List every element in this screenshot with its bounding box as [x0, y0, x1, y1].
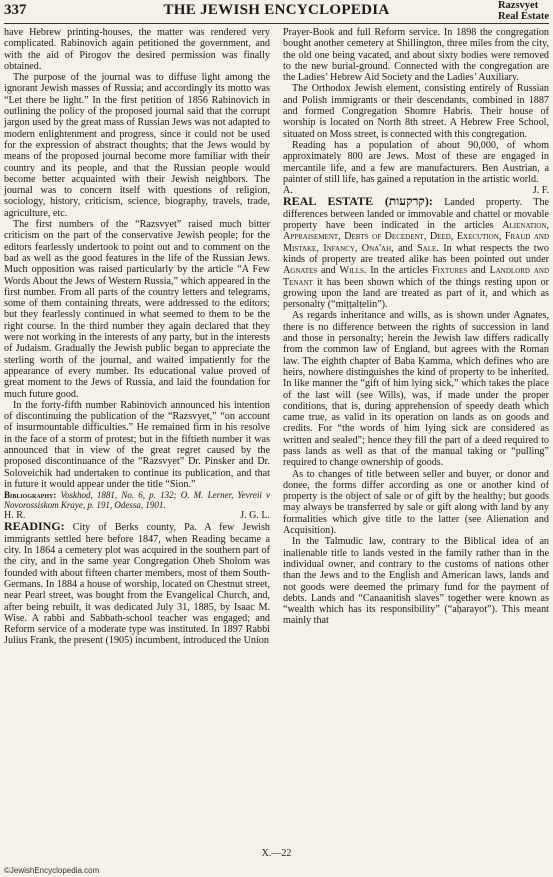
- signature-initials-right: J. G. L.: [240, 510, 270, 522]
- bibliography-text: Voskhod, 1881, No. 6, p. 132; O. M. Lerner, Yevreii v Novorossiskom Kraye, p. 191, Odessa, 1901.: [4, 490, 270, 511]
- entry-text: it has been shown which of the things resting upon or growing upon the land are treated as part of it, and which as personalty (“miṭṭalṭelin”).: [283, 276, 549, 311]
- paragraph: The Orthodox Jewish element, consisting entirely of Russian and Polish immigrants or their descendants, combined in 1887 and formed Congregation Shomre Habris. Their house of worship is located on North 8th street. A Hebrew Free School, situated on Moss street, is connected with this congregation.: [283, 83, 549, 140]
- paragraph: Reading has a population of about 90,000, of whom approximately 800 are Jews. Most of these are engaged in mercantile life, and a few are manufacturers. Ben Austrian, a painter of still life, has gained a reputation in the artistic world.: [283, 139, 549, 185]
- header-rule: [4, 23, 549, 24]
- entry-heading: READING:: [4, 519, 65, 534]
- signature-mark: X.—22: [261, 848, 292, 859]
- cross-reference-link[interactable]: Fixtures: [431, 265, 468, 277]
- page-number: 337: [4, 2, 27, 18]
- cross-reference-link[interactable]: Landlord and Tenant: [283, 265, 550, 288]
- signature-initials-left: A.: [283, 185, 293, 197]
- entry-text: Landed property. The differences between landed or immovable and chattel or movable property have been indicated in the articles: [283, 197, 549, 232]
- cross-reference-link[interactable]: Sale: [417, 242, 437, 254]
- paragraph: In the Talmudic law, contrary to the Biblical idea of an inalienable title to lands vested in the family rather than in the individual owner, and contrary to the customs of nations other than the Jews and to the English and American laws, lands and not goods were deemed the primary fund for the payment of debts. Lands and “Canaanitish slaves” together were known as “wealth which has its responsibility” (“aḥarayot”). This meant mainly that: [283, 536, 549, 627]
- left-column: [4, 27, 270, 647]
- entry-text: . In the articles: [363, 265, 432, 277]
- paragraph: As regards inheritance and wills, as is shown under Agnates, there is no difference between the rights of succession in land and those in personalty; herein the Jewish law differs radically from the common law of England, but agrees with the Roman law. The eighth chapter of Baba Ḳamma, which defines who are heirs, nowhere distinguishes the kind of property to be inherited. In like manner the “gift of him lying sick,” which takes the place of the last will (see Wills), was, if made under the proper conditions, that is, during apprehension of speedy death which came true, as valid in its operation on lands as on goods and credits. For “the words of him lying sick are considered as written and sealed”; hence they fill the part of a deed required to pass lands as well as that of the manual taking or “pulling” required to change ownership of goods.: [283, 310, 549, 469]
- paragraph: The purpose of the journal was to diffuse light among the ignorant Jewish masses of Russia; and accordingly its motto was “Let there be light.” In the first petition of 1856 Rabinovich in outlining the policy of the proposed journal said that the corrupt jargon used by the great mass of Russian Jews was not adapted to modern enlightenment and progress, since it could not be used for the expression of abstract thoughts; that the Jews would by means of the proposed journal become more familiar with their country and its people, and that the Russian people would become better acquainted with their Jewish neighbors. The journal was to concern itself with questions of religion, sociology, history, criticism, science, biography, travels, trade, agriculture, etc.: [4, 72, 270, 219]
- paragraph: Prayer-Book and full Reform service. In 1898 the congregation bought another cemetery at Shillington, three miles from the city, the old one being vacated, and about sixty bodies were removed to the new burial-ground. Connected with the congregation are the Ladies’ Hebrew Aid Society and the Ladies’ Auxiliary.: [283, 27, 549, 84]
- entry-heading: REAL ESTATE (קרקעות):: [283, 194, 433, 209]
- cross-reference-link[interactable]: Alienation, Appraisement, Debts of Decedent, Deed, Execution, Fraud and Mistake, Infancy, Ona'ah,: [283, 220, 549, 254]
- catchwords: [498, 0, 549, 22]
- entry-reading: [4, 521, 270, 646]
- entry-text: City of Berks county, Pa. A few Jewish immigrants settled here before 1847, when Reading became a city. In 1864 a cemetery plot was acquired in the southern part of the city, and in the same year Congregation Oheb Sholom was founded with about fifteen charter members, most of them South-Germans. In 1884 a house of worship, located on Chestnut street, near Pearl street, was bought from the Evangelical Church, and, after being rebuilt, it was dedicated July 31, 1885, by Isaac M. Wise. A rabbi and Sabbath-school teacher was engaged; and Reform service of a moderate type was instituted. In 1897 Rabbi Julius Frank, the present (1905) incumbent, introduced the Union: [4, 522, 270, 647]
- paragraph: As to changes of title between seller and buyer, or donor and donee, the forms differ according as one or another kind of property is the object of sale or of gift by the healthy; but goods may always be transferred by sale or gift along with land by any formalities which give title to the latter (see Alienation and Acquisition).: [283, 468, 549, 537]
- entry-text: and: [393, 242, 418, 254]
- entry-text: and: [467, 265, 490, 277]
- page-header: [0, 0, 553, 24]
- copyright-credit: ©JewishEncyclopedia.com: [4, 866, 100, 875]
- running-title: THE JEWISH ENCYCLOPEDIA: [163, 2, 390, 18]
- entry-text: . In what respects the two kinds of property are treated alike has been pointed out under: [283, 242, 549, 265]
- cross-reference-link[interactable]: Agnates: [283, 265, 318, 277]
- entry-text: and: [317, 265, 340, 277]
- signature-initials-left: H. R.: [4, 510, 26, 522]
- right-column: [283, 27, 549, 627]
- cross-reference-link[interactable]: Wills: [339, 265, 364, 277]
- catchword-last: Real Estate: [497, 11, 549, 22]
- paragraph: have Hebrew printing-houses, the matter was rendered very complicated. Rabinovich again petitioned the government, and with the aid of Pirogov the desired permission was finally obtained.: [4, 27, 270, 72]
- signature-initials-right: J. F.: [532, 185, 549, 197]
- bibliography-label: Bibliography:: [4, 490, 57, 501]
- paragraph: The first numbers of the “Razsvyet” raised much bitter criticism on the part of the conservative Jewish people; for the editors fearlessly undertook to point out and to comment on the bad as well as the good features in the life of the Russian Jews. Much opposition was raised particularly by the article “A Few Words About the Jews of Western Russia,” which appeared in the first number. From all parts of the country letters and telegrams, some of them containing threats, were addressed to the editors; but they fearlessly continued in what seemed to them to be the right course. In the third number they again declared that they were not working in the interests of any party, but in the interests of Judaism. Gradually the Jewish public began to appreciate the sterling worth of the journal, and waited impatiently for the appearance of every number. Its educational value proved of great moment to the Jews of Russia, and laid the foundation for much future good.: [4, 219, 270, 400]
- bibliography: [4, 490, 270, 510]
- entry-real-estate: [283, 196, 549, 310]
- paragraph: In the forty-fifth number Rabinovich announced his intention of discontinuing the publication of the “Razsvyet,” “on account of insurmountable difficulties.” He remained firm in his resolve in the face of a storm of protest; but in the fiftieth number it was announced that in view of the great regret caused by the proposed discontinuance of the “Razsvyet” Dr. Pinsker and Dr. Soloveichik had undertaken to continue its publication, and that in future it would appear under the title “Sion.”: [4, 399, 270, 490]
- catchword-first: Razsvyet: [497, 0, 539, 11]
